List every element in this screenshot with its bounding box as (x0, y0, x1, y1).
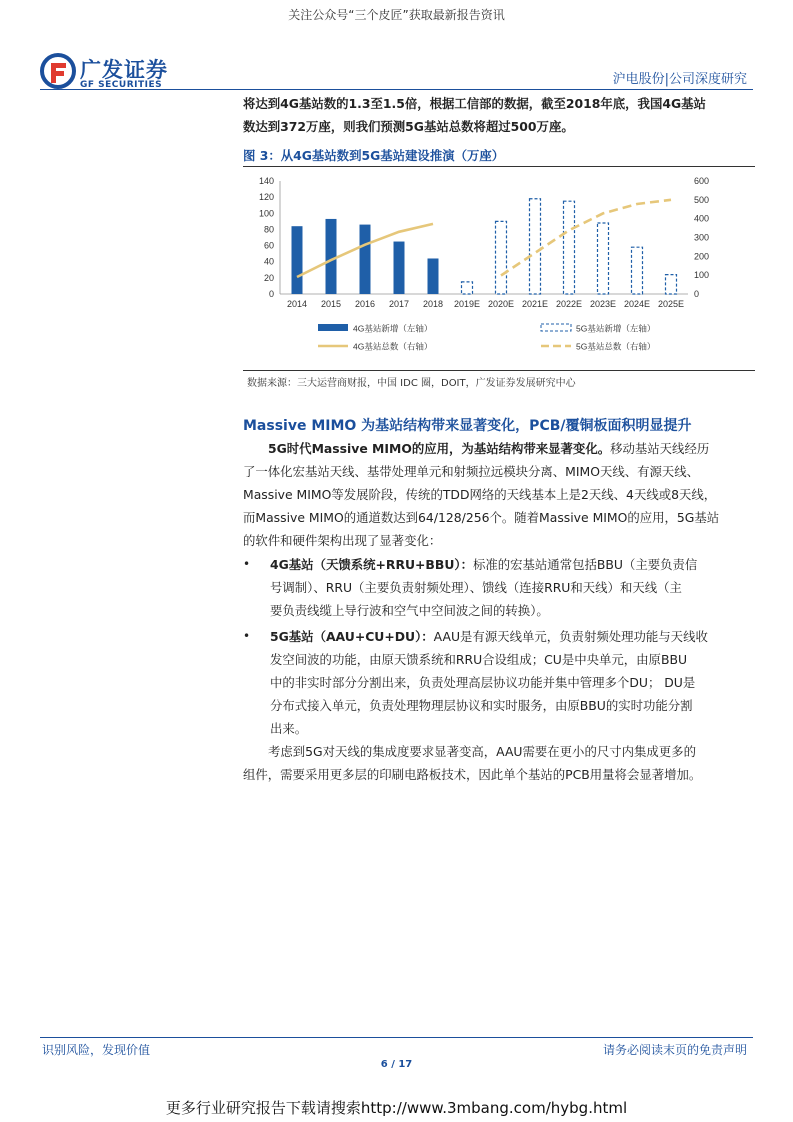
legend-swatch-4g-new (318, 324, 348, 331)
bar-5g-new (598, 223, 609, 294)
x-tick-label: 2018 (422, 299, 444, 309)
y-tick-left: 60 (263, 240, 274, 251)
x-tick-label: 2014 (286, 299, 308, 309)
bar-4g-new (292, 226, 303, 294)
bar-4g-new (326, 219, 337, 294)
y-tick-right: 400 (694, 213, 710, 224)
closing-line: 组件，需要采用更多层的印刷电路板技术，因此单个基站的PCB用量将会显著增加。 (243, 767, 702, 782)
body-line: 了一体化宏基站天线、基带处理单元和射频拉远模块分离、MIMO天线、有源天线、 (243, 464, 700, 479)
legend-label: 5G基站总数（右轴） (576, 341, 656, 352)
x-tick-label: 2019E (453, 299, 481, 309)
bullet-line (270, 553, 756, 576)
x-tick-label: 2015 (320, 299, 342, 309)
bar-5g-new (632, 247, 643, 294)
y-tick-right: 500 (694, 194, 710, 205)
y-tick-right: 200 (694, 251, 710, 262)
intro-line: 将达到4G基站数的1.3至1.5倍，根据工信部的数据，截至2018年底，我国4G基站 (243, 96, 706, 111)
y-tick-left: 20 (263, 272, 274, 283)
bar-5g-new (462, 282, 473, 294)
bar-5g-new (666, 275, 677, 294)
bar-5g-new (530, 199, 541, 294)
footer-disclaimer: 请务必阅读末页的免责声明 (602, 1043, 747, 1057)
y-tick-right: 600 (694, 176, 710, 186)
figure-title: 图 3：从4G基站数到5G基站建设推演（万座） (243, 148, 505, 163)
header-divider (40, 89, 753, 90)
gf-logo (40, 52, 180, 92)
bullet-dot: • (243, 629, 251, 643)
bullet-line: 要负责线缆上导行波和空气中空间波之间的转换）。 (270, 603, 549, 618)
bar-5g-new (496, 221, 507, 294)
logo-en-text: GF SECURITIES (80, 80, 163, 90)
x-tick-label: 2021E (521, 299, 549, 309)
bar-4g-new (360, 225, 371, 294)
bullet-line: 中的非实时部分分割出来，负责处理高层协议功能并集中管理多个DU； DU是 (270, 675, 696, 690)
x-tick-label: 2022E (555, 299, 583, 309)
legend-label: 5G基站新增（左轴） (576, 323, 656, 334)
bar-4g-new (394, 242, 405, 294)
y-tick-right: 100 (694, 270, 710, 281)
body-line: 而Massive MIMO的通道数达到64/128/256个。随着Massive MIMO的应用，5G基站 (243, 510, 720, 525)
bullet-bold: 4G基站（天馈系统+RRU+BBU）： (270, 557, 473, 572)
figure-source: 数据来源：三大运营商财报，中国 IDC 圈，DOIT，广发证券发展研究中心 (247, 378, 576, 389)
legend-swatch-5g-new (541, 324, 571, 331)
body-line-bold: 5G时代Massive MIMO的应用，为基站结构带来显著变化。 (268, 441, 611, 456)
bullet-4g (270, 553, 756, 622)
figure-top-rule (243, 166, 755, 167)
bullet-5g (270, 625, 756, 740)
y-tick-left: 120 (258, 192, 274, 203)
bullet-text: AAU是有源天线单元，负责射频处理功能与天线收 (433, 629, 708, 644)
y-tick-left: 140 (258, 176, 274, 186)
x-tick-label: 2016 (354, 299, 376, 309)
bullet-bold: 5G基站（AAU+CU+DU）： (270, 629, 434, 644)
chart-bars (292, 199, 677, 294)
logo-cn-text: 广发证券 (80, 58, 168, 82)
x-tick-label: 2025E (657, 299, 685, 309)
x-tick-label: 2024E (623, 299, 651, 309)
gf-logo-mark-icon (40, 52, 76, 90)
chart-lines (297, 200, 671, 277)
y-tick-left: 80 (263, 224, 274, 235)
footer-divider (40, 1037, 753, 1038)
figure-bottom-rule (243, 370, 755, 371)
section-title: Massive MIMO 为基站结构带来显著变化，PCB/覆铜板面积明显提升 (243, 418, 692, 434)
bar-5g-new (564, 201, 575, 294)
y-tick-left: 100 (258, 208, 274, 219)
body-line: 的软件和硬件架构出现了显著变化： (243, 533, 442, 548)
bullet-line: 发空间波的功能，由原天馈系统和RRU合设组成；CU是中央单元，由原BBU (270, 652, 688, 667)
intro-paragraph (243, 92, 755, 138)
body-line (243, 437, 755, 460)
closing-line: 考虑到5G对天线的集成度要求显著变高，AAU需要在更小的尺寸内集成更多的 (268, 744, 696, 759)
x-tick-label: 2023E (589, 299, 617, 309)
bullet-text: 标准的宏基站通常包括BBU（主要负责信 (472, 557, 698, 572)
report-header: 沪电股份|公司深度研究 (612, 72, 747, 87)
bar-4g-new (428, 258, 439, 294)
legend-label: 4G基站新增（左轴） (353, 323, 433, 334)
footer-slogan: 识别风险，发现价值 (42, 1043, 151, 1057)
closing-paragraph (243, 740, 755, 786)
body-line-text: 移动基站天线经历 (610, 441, 710, 456)
bullet-dot: • (243, 557, 251, 571)
bullet-line: 出来。 (270, 721, 308, 736)
x-tick-label: 2020E (487, 299, 515, 309)
y-tick-left: 40 (263, 256, 274, 267)
y-tick-left: 0 (268, 289, 274, 299)
body-paragraph (243, 437, 755, 552)
chart-legend (318, 324, 655, 352)
y-tick-right: 0 (694, 289, 700, 299)
body-line: Massive MIMO等发展阶段，传统的TDD网络的天线基本上是2天线、4天线或8天线， (243, 487, 717, 502)
bottom-ad-link[interactable]: 更多行业研究报告下载请搜索http://www.3mbang.com/hybg.html (165, 1099, 628, 1117)
page-number: 6 / 17 (380, 1059, 413, 1070)
top-notice: 关注公众号“三个皮匠”获取最新报告资讯 (288, 8, 505, 22)
bullet-line (270, 625, 756, 648)
intro-line: 数达到372万座，则我们预测5G基站总数将超过500万座。 (243, 119, 574, 134)
base-station-chart (243, 168, 755, 368)
bullet-line: 号调制）、RRU（主要负责射频处理）、馈线（连接RRU和天线）和天线（主 (270, 580, 682, 595)
y-tick-right: 300 (694, 232, 710, 243)
line-5g-total (501, 200, 671, 276)
legend-label: 4G基站总数（右轴） (353, 341, 433, 352)
x-tick-label: 2017 (388, 299, 410, 309)
bullet-line: 分布式接入单元，负责处理物理层协议和实时服务，由原BBU的实时功能分割 (270, 698, 693, 713)
